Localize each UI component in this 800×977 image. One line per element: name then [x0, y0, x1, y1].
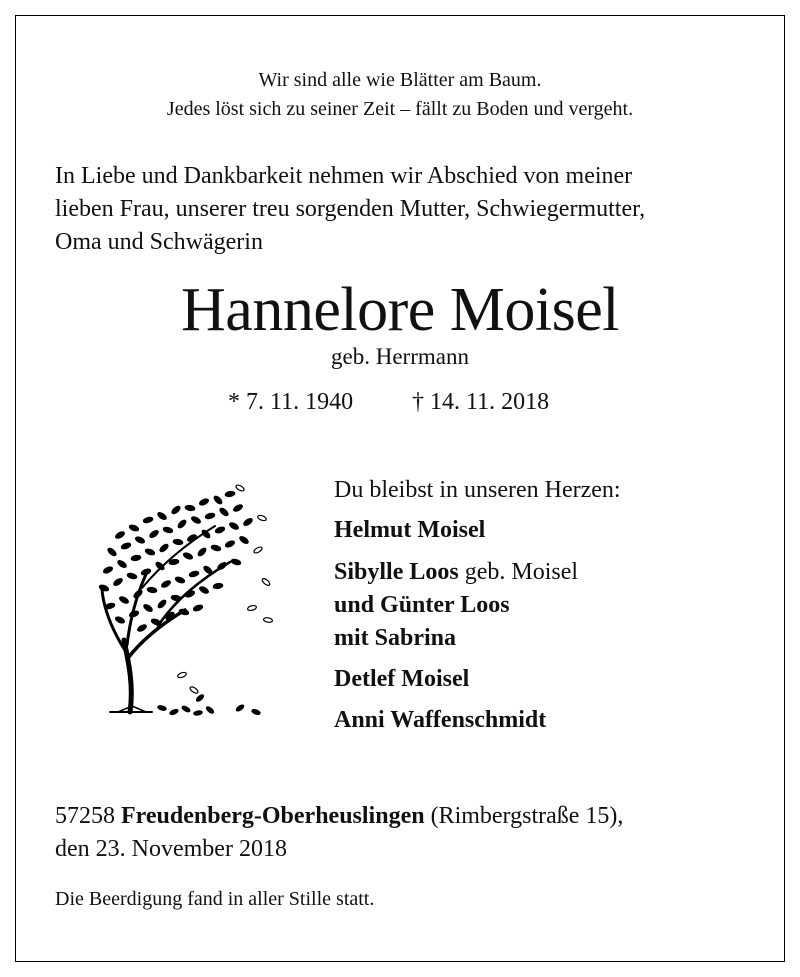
intro-line-3: Oma und Schwägerin — [55, 229, 263, 255]
address-place: Freudenberg-Oberheuslingen — [121, 803, 425, 829]
deceased-name: Hannelore Moisel — [181, 276, 619, 344]
address-postcode: 57258 — [55, 803, 121, 829]
motto-line-2: Jedes löst sich zu seiner Zeit – fällt zu Boden und vergeht. — [166, 98, 634, 120]
birth-name: geb. Herrmann — [331, 344, 469, 369]
intro-line-1: In Liebe und Dankbarkeit nehmen wir Abschied von meiner — [55, 163, 633, 189]
mourner-guenter: und Günter Loos — [334, 592, 510, 618]
address-line — [55, 800, 623, 833]
mourners-heading: Du bleibst in unseren Herzen: — [334, 477, 621, 503]
death-date: † 14. 11. 2018 — [412, 389, 550, 415]
mourner-sibylle-suffix: geb. Moisel — [458, 559, 579, 585]
mourner-detlef: Detlef Moisel — [334, 666, 470, 692]
motto-line-1: Wir sind alle wie Blätter am Baum. — [258, 69, 542, 91]
notice-date: den 23. November 2018 — [55, 836, 287, 862]
intro-line-2: lieben Frau, unserer treu sorgenden Mutter, Schwiegermutter, — [55, 196, 646, 222]
address-street: (Rimbergstraße 15), — [424, 803, 624, 829]
birth-date: * 7. 11. 1940 — [228, 389, 354, 415]
mourner-sabrina: mit Sabrina — [334, 625, 457, 651]
mourner-sibylle — [334, 556, 578, 588]
mourner-helmut: Helmut Moisel — [334, 517, 486, 543]
mourner-anni: Anni Waffenschmidt — [334, 707, 547, 733]
windblown-tree-icon — [90, 480, 290, 720]
mourner-sibylle-name: Sibylle Loos — [334, 559, 459, 585]
funeral-note: Die Beerdigung fand in aller Stille statt. — [55, 888, 375, 910]
